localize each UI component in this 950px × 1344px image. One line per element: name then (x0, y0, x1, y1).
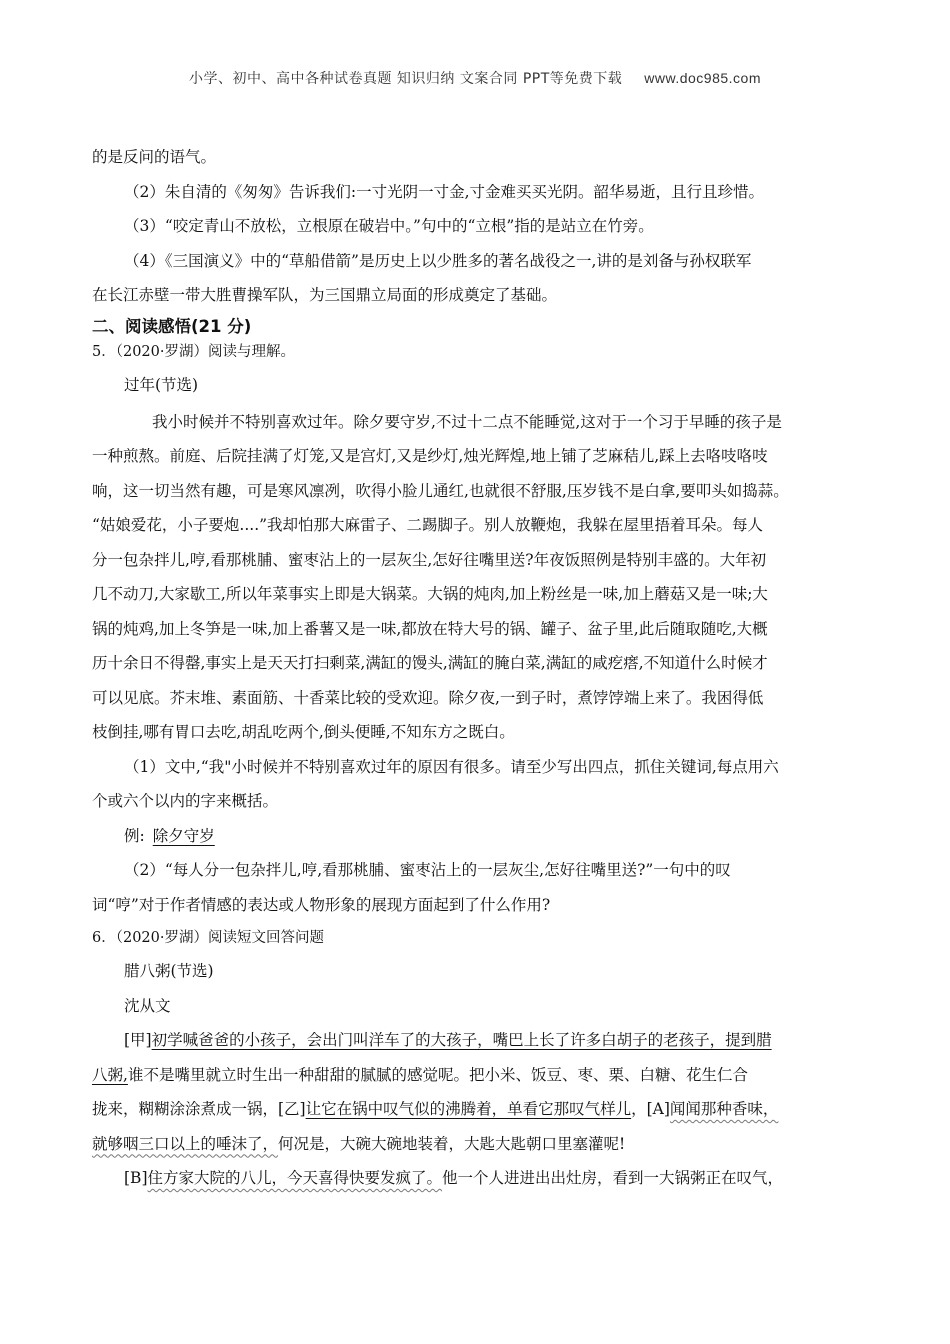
plain-text: 谁不是嘴里就立时生出一种甜甜的腻腻的感觉呢。把小米、饭豆、枣、栗、白糖、花生仁合 (127, 1065, 748, 1084)
passage-line (92, 1023, 872, 1058)
passage-line (92, 1058, 872, 1093)
passage-line: 我小时候并不特别喜欢过年。除夕要守岁,不过十二点不能睡觉,这对于一个习于早睡的孩子是 (152, 412, 782, 431)
marker-b: [B] (124, 1169, 148, 1187)
answer-item-4: （4）《三国演义》中的“草船借箭”是历史上以少胜多的著名战役之一,讲的是刘备与孙权联军 (124, 251, 752, 270)
subquestion-1-cont: 个或六个以内的字来概括。 (92, 792, 279, 810)
question-5-title: 5．（2020·罗湖）阅读与理解。 (92, 343, 295, 360)
wavy-underlined-text: 闻闻那种香味， (669, 1100, 779, 1118)
subquestion-2: （2）“每人分一包杂拌儿,哼,看那桃脯、蜜枣沾上的一层灰尘,怎好往嘴里送?”一句中的叹 (124, 861, 731, 879)
passage-title: 过年(节选) (124, 375, 199, 394)
example-answer: 除夕守岁 (152, 826, 215, 845)
passage-line: 锅的炖鸡,加上冬笋是一味,加上番薯又是一味,都放在特大号的锅、罐子、盆子里,此后随取随吃,大概 (92, 619, 768, 638)
question-6-title: 6．（2020·罗湖）阅读短文回答问题 (92, 930, 324, 946)
underlined-text: 让它在锅中叹气似的沸腾着，单看它那叹气样儿 (305, 1100, 632, 1118)
document-body (92, 140, 872, 1196)
passage-line: 几不动刀,大家歇工,所以年菜事实上即是大锅菜。大锅的炖肉,加上粉丝是一味,加上蘑菇又是一味;大 (92, 585, 768, 603)
answer-item-2: （2）朱自清的《匆匆》告诉我们:一寸光阴一寸金,寸金难买买光阴。韶华易逝，且行且珍惜。 (124, 182, 765, 201)
underlined-text: 初学喊爸爸的小孩子，会出门叫洋车了的大孩子，嘴巴上长了许多白胡子的老孩子，提到腊 (151, 1031, 772, 1049)
answer-item-3: （3）“咬定青山不放松，立根原在破岩中。”句中的“立根”指的是站立在竹旁。 (124, 217, 654, 235)
passage-line (92, 1127, 872, 1162)
passage-line: “姑娘爱花，小子要炮....”我却怕那大麻雷子、二踢脚子。别人放鞭炮，我躲在屋里捂着耳朵。每人 (92, 516, 764, 534)
passage-line: 响，这一切当然有趣，可是寒风凛冽，吹得小脸儿通红,也就很不舒服,压岁钱不是白拿,要叩头如捣蒜。 (92, 481, 789, 500)
underlined-text: 八粥, (92, 1065, 128, 1084)
passage-line: 历十余日不得罄,事实上是天天打扫剩菜,满缸的馒头,满缸的腌白菜,满缸的咸疙瘩,不知道什么时候才 (92, 654, 768, 672)
marker-jia: [甲] (124, 1031, 152, 1049)
wavy-underlined-text: 就够咽三口以上的唾沫了， (92, 1134, 279, 1153)
plain-text: 何况是，大碗大碗地装着，大匙大匙朝口里塞灌呢! (278, 1134, 626, 1153)
passage-line (92, 1092, 872, 1127)
answer-item-4-cont: 在长江赤壁一带大胜曹操军队，为三国鼎立局面的形成奠定了基础。 (92, 286, 558, 304)
example-line (92, 819, 872, 854)
plain-text: 拢来，糊糊涂涂煮成一锅，[乙] (92, 1100, 306, 1118)
passage-line: 一种煎熬。前庭、后院挂满了灯笼,又是宫灯,又是纱灯,烛光辉煌,地上铺了芝麻秸儿,踩上去咯吱咯吱 (92, 447, 768, 465)
passage-title: 腊八粥(节选) (124, 962, 214, 980)
example-label: 例: (124, 826, 145, 845)
header-text: 小学、初中、高中各种试卷真题 知识归纳 文案合同 PPT等免费下载 (188, 71, 623, 87)
plain-text: ，[A] (631, 1100, 670, 1118)
subquestion-1: （1）文中,“我"小时候并不特别喜欢过年的原因有很多。请至少写出四点，抓住关键词,每点用六 (124, 757, 779, 776)
section-heading: 二、阅读感悟(21 分) (92, 316, 252, 336)
page-header (0, 68, 950, 88)
passage-line (92, 1161, 872, 1196)
passage-line: 枝倒挂,哪有胃口去吃,胡乱吃两个,倒头便睡,不知东方之既白。 (92, 723, 515, 741)
wavy-underlined-text: 住方家大院的八儿，今天喜得快要发疯了。 (147, 1169, 443, 1187)
subquestion-2-cont: 词“哼”对于作者情感的表达或人物形象的展现方面起到了什么作用? (92, 895, 551, 914)
passage-author: 沈从文 (124, 996, 171, 1015)
passage-line: 可以见底。芥末堆、素面筋、十香菜比较的受欢迎。除夕夜,一到子时，煮饽饽端上来了。我困得低 (92, 688, 764, 707)
plain-text: 他一个人进进出出灶房，看到一大锅粥正在叹气， (442, 1169, 784, 1187)
answer-line: 的是反问的语气。 (92, 148, 217, 166)
passage-line: 分一包杂拌儿,哼,看那桃脯、蜜枣沾上的一层灰尘,怎好往嘴里送?年夜饭照例是特别丰盛的。大年初 (92, 550, 767, 569)
header-site-link[interactable]: www.doc985.com (644, 70, 761, 86)
